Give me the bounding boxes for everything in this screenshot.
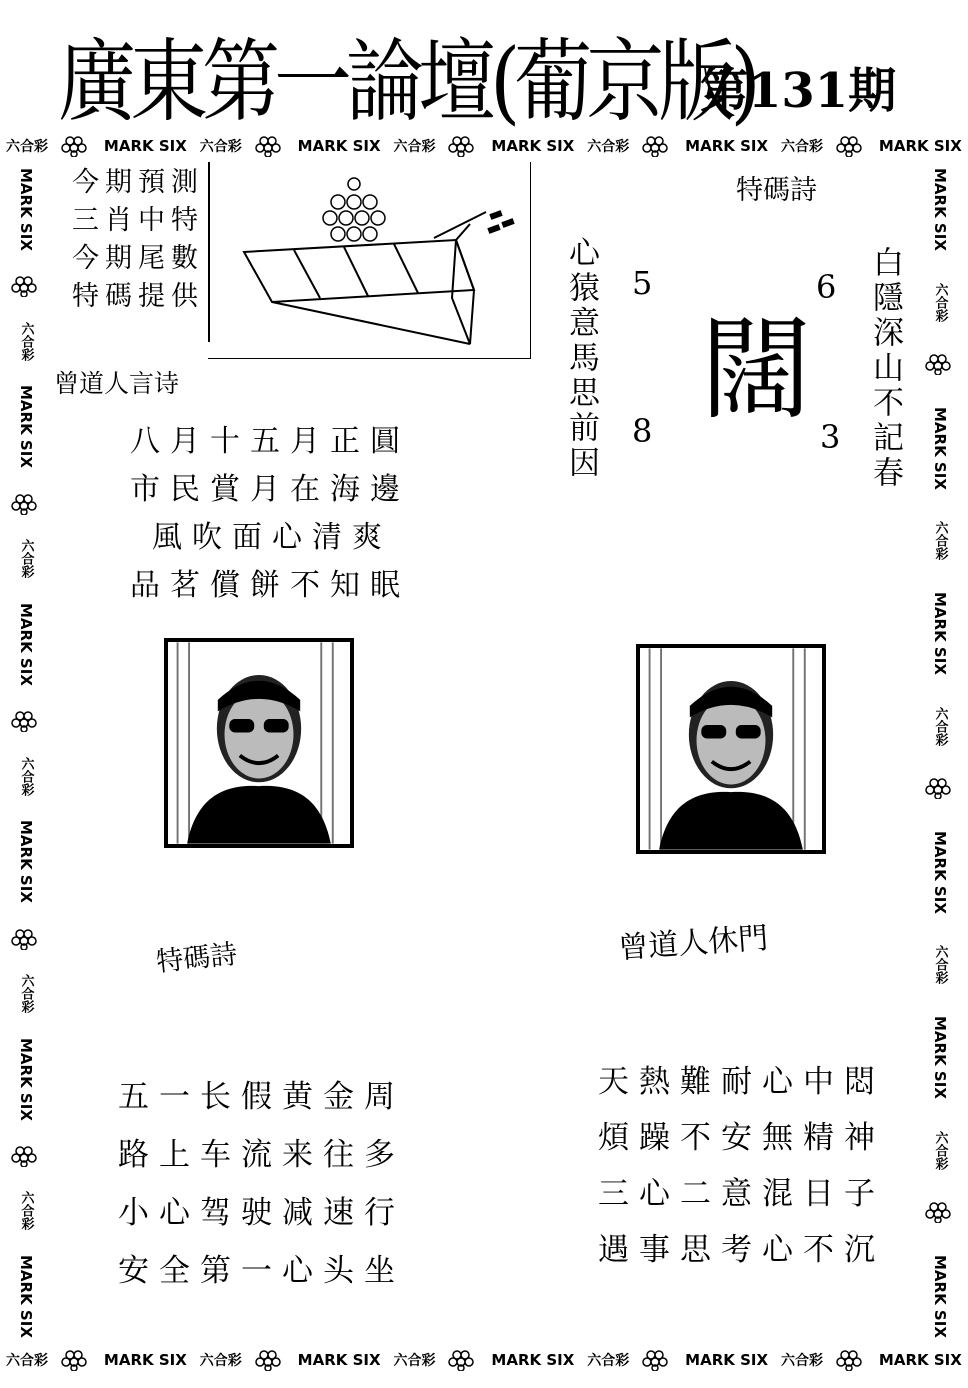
band-logo-text: 六合彩 xyxy=(587,1353,630,1369)
left-logo-band xyxy=(8,168,44,1338)
clover-icon xyxy=(61,135,91,157)
poem-line: 天熱難耐心中悶 xyxy=(598,1064,885,1100)
prediction-list xyxy=(72,164,204,316)
band-mark-text: MARK SIX xyxy=(685,137,769,155)
band-mark-text: MARK SIX xyxy=(878,137,962,155)
poem-block xyxy=(598,1054,885,1278)
clover-icon xyxy=(11,710,41,732)
clover-icon xyxy=(448,135,478,157)
poem-line: 市民賞月在海邊 xyxy=(130,472,410,507)
number-top-right: 6 xyxy=(816,268,837,306)
top-logo-band xyxy=(6,132,962,160)
poem-line: 路上车流来往多 xyxy=(118,1137,405,1173)
poem-line: 五一长假黄金周 xyxy=(118,1079,405,1115)
clover-icon xyxy=(255,1349,285,1371)
poem-line: 安全第一心头坐 xyxy=(118,1253,405,1289)
band-logo-text: 六合彩 xyxy=(781,139,823,155)
band-mark-text: MARK SIX xyxy=(17,602,35,686)
band-mark-text: MARK SIX xyxy=(931,830,949,914)
number-top-left: 5 xyxy=(632,264,653,302)
poem-block xyxy=(118,1068,405,1300)
band-mark-text: MARK SIX xyxy=(17,168,35,251)
clover-icon xyxy=(642,135,672,157)
poem-section-label: 曾道人言诗 xyxy=(54,369,180,398)
prediction-item: 今期預測 xyxy=(72,167,204,198)
poem-line: 風吹面心清爽 xyxy=(152,520,392,555)
poem-line: 遇事思考心不沉 xyxy=(598,1232,885,1268)
vertical-poem-middle: 心猿意馬思前因 xyxy=(563,236,599,481)
band-mark-text: MARK SIX xyxy=(491,1351,575,1369)
portrait-photo-right xyxy=(636,644,826,854)
prediction-item: 三肖中特 xyxy=(72,205,204,236)
band-mark-text: MARK SIX xyxy=(297,1351,381,1369)
band-logo-text: 六合彩 xyxy=(18,321,34,361)
band-logo-text: 六合彩 xyxy=(6,1353,48,1369)
portrait-image xyxy=(168,642,350,844)
prediction-item: 今期尾數 xyxy=(72,243,204,274)
band-logo-text: 六合彩 xyxy=(932,1130,948,1170)
band-logo-text: 六合彩 xyxy=(6,139,48,155)
band-mark-text: MARK SIX xyxy=(17,1254,35,1338)
center-character: 闊 xyxy=(700,305,812,435)
band-mark-text: MARK SIX xyxy=(931,1016,949,1100)
clover-icon xyxy=(11,493,41,515)
clover-icon xyxy=(61,1349,91,1371)
clover-icon xyxy=(836,1349,866,1371)
band-mark-text: MARK SIX xyxy=(931,1254,949,1338)
number-bottom-left: 8 xyxy=(632,412,653,450)
band-logo-text: 六合彩 xyxy=(18,974,34,1014)
poem-block xyxy=(130,418,410,610)
poem-line: 三心二意混日子 xyxy=(598,1176,885,1212)
poem-line: 八月十五月正圓 xyxy=(130,424,410,459)
band-logo-text: 六合彩 xyxy=(18,756,34,796)
band-mark-text: MARK SIX xyxy=(685,1351,769,1369)
band-mark-text: MARK SIX xyxy=(931,406,949,490)
clover-icon xyxy=(925,1201,955,1223)
poem-line: 小心驾驶减速行 xyxy=(118,1195,405,1231)
bottom-logo-band xyxy=(6,1346,962,1374)
clover-icon xyxy=(925,777,955,799)
band-mark-text: MARK SIX xyxy=(931,592,949,675)
vertical-poem-right: 白隱深山不記春 xyxy=(867,246,903,491)
band-mark-text: MARK SIX xyxy=(103,1351,187,1369)
band-mark-text: MARK SIX xyxy=(17,820,35,904)
prediction-item: 特碼提供 xyxy=(72,281,204,312)
band-logo-text: 六合彩 xyxy=(18,1191,34,1231)
band-mark-text: MARK SIX xyxy=(491,137,575,155)
poem-line: 煩躁不安無精神 xyxy=(598,1120,885,1156)
band-mark-text: MARK SIX xyxy=(103,137,187,155)
band-logo-text: 六合彩 xyxy=(932,282,948,322)
number-bottom-right: 3 xyxy=(820,418,841,456)
band-logo-text: 六合彩 xyxy=(932,521,948,561)
poem-line: 品茗償餅不知眠 xyxy=(130,568,410,603)
clover-icon xyxy=(925,353,955,375)
band-mark-text: MARK SIX xyxy=(297,137,381,155)
clover-icon xyxy=(255,135,285,157)
page-title: 廣東第一論壇(葡京版) xyxy=(58,30,755,135)
clover-icon xyxy=(11,928,41,950)
band-mark-text: MARK SIX xyxy=(17,385,35,469)
right-logo-band xyxy=(922,168,958,1338)
band-logo-text: 六合彩 xyxy=(932,706,948,746)
band-logo-text: 六合彩 xyxy=(932,945,948,985)
poem-section-label: 曾道人休門 xyxy=(617,920,770,967)
issue-number: 第131期 xyxy=(700,63,897,119)
portrait-photo-left xyxy=(164,638,354,848)
clover-icon xyxy=(836,135,866,157)
band-mark-text: MARK SIX xyxy=(17,1037,35,1121)
table-with-coins-illustration xyxy=(208,162,530,358)
clover-icon xyxy=(642,1349,672,1371)
band-logo-text: 六合彩 xyxy=(587,139,630,155)
clover-icon xyxy=(448,1349,478,1371)
band-logo-text: 六合彩 xyxy=(781,1353,823,1369)
band-logo-text: 六合彩 xyxy=(393,1353,436,1369)
table-illustration-frame xyxy=(208,162,531,359)
portrait-image xyxy=(640,648,822,850)
band-logo-text: 六合彩 xyxy=(199,139,242,155)
band-logo-text: 六合彩 xyxy=(199,1353,242,1369)
special-code-poem-heading: 特碼詩 xyxy=(736,175,817,206)
clover-icon xyxy=(11,1145,41,1167)
band-mark-text: MARK SIX xyxy=(878,1351,962,1369)
band-mark-text: MARK SIX xyxy=(931,168,949,251)
band-logo-text: 六合彩 xyxy=(18,539,34,579)
band-logo-text: 六合彩 xyxy=(393,139,436,155)
poem-section-label: 特碼詩 xyxy=(154,938,239,979)
clover-icon xyxy=(11,275,41,297)
